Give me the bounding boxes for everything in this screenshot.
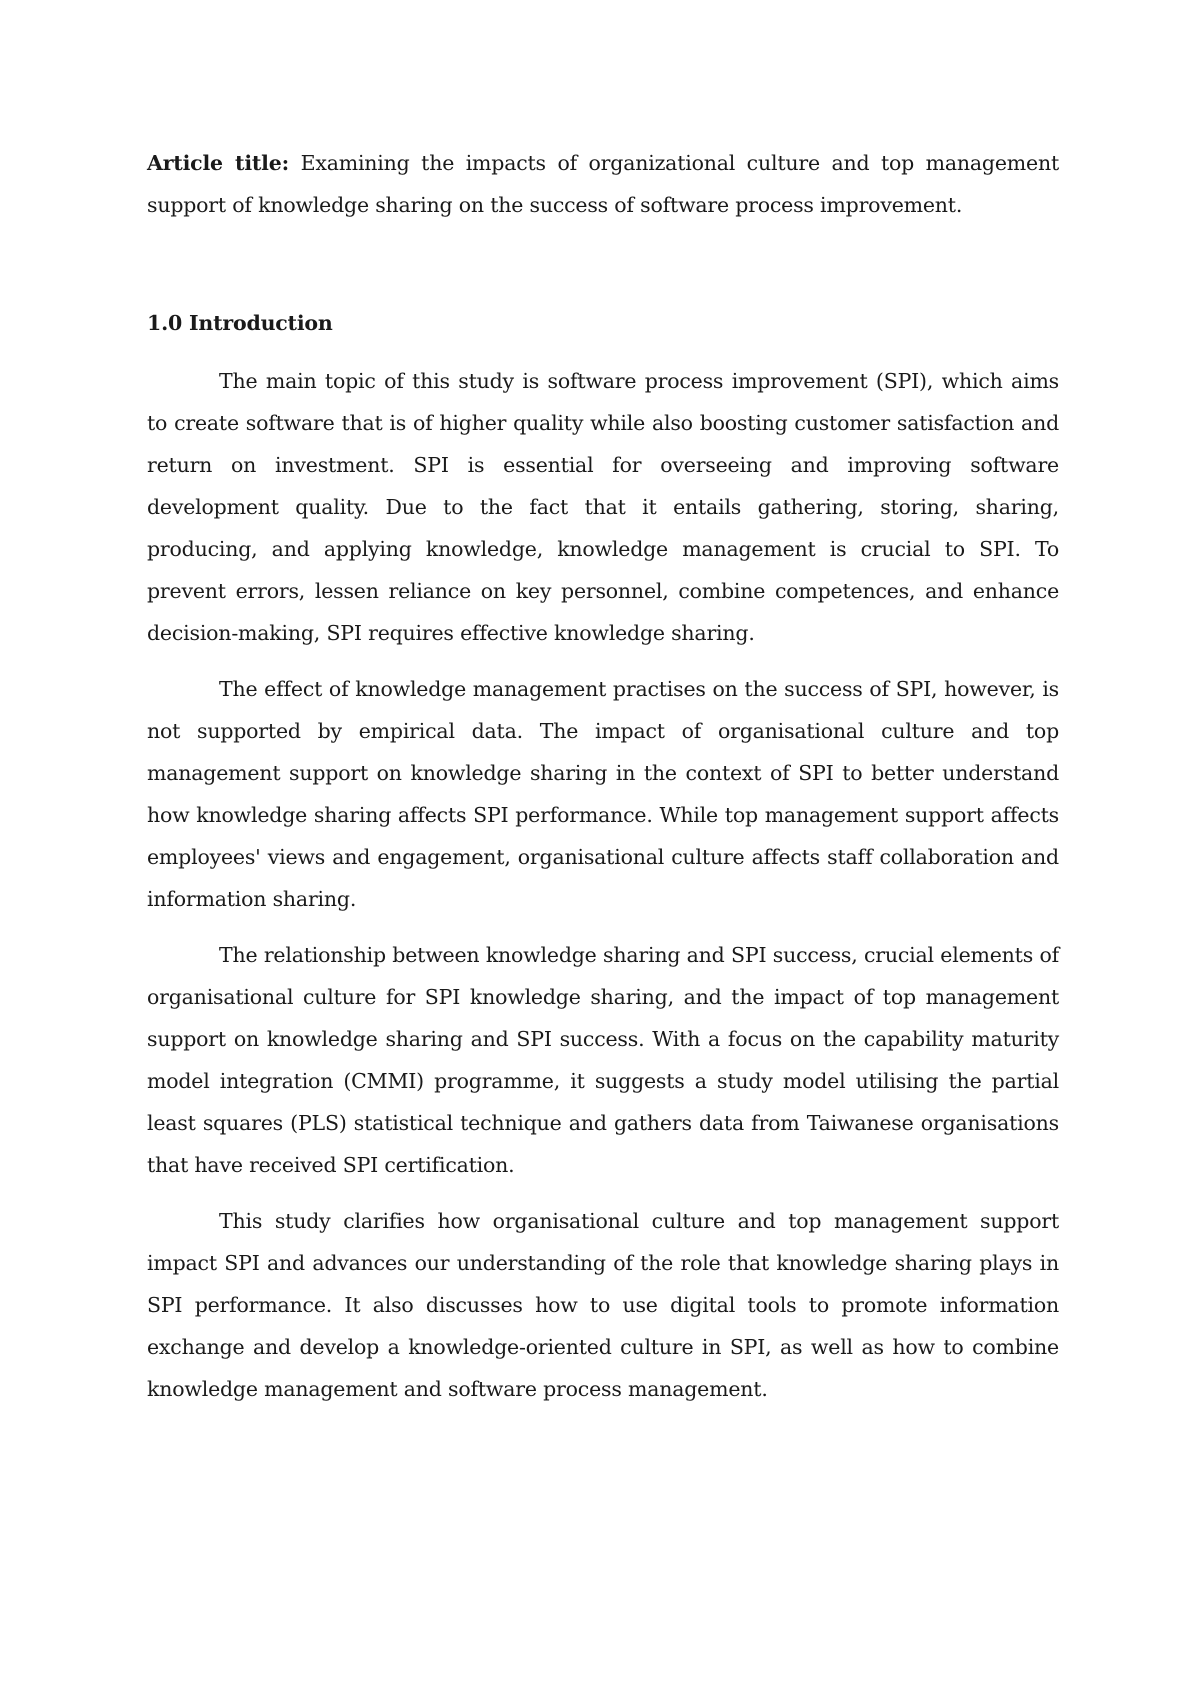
- section-heading: 1.0 Introduction: [147, 311, 333, 335]
- paragraph-2: The effect of knowledge management practises on the success of SPI, however, is not supported by empirical data. The impact of organisational culture and top management support on knowledge sharing in the context of SPI to better understand how knowledge sharing affects SPI performance. While top management support affects employees' views and engagement, organisational culture affects staff collaboration and information sharing.: [147, 677, 1059, 911]
- article-title-text: Examining the impacts of organizational culture and top management support of knowledge sharing on the success of software process improvement.: [147, 151, 1059, 217]
- paragraph-4: This study clarifies how organisational culture and top management support impact SPI and advances our understanding of the role that knowledge sharing plays in SPI performance. It also discusses how to use digital tools to promote information exchange and develop a knowledge-oriented culture in SPI, as well as how to combine knowledge management and software process management.: [147, 1209, 1059, 1401]
- article-title: [147, 142, 1059, 226]
- paragraph-3: The relationship between knowledge sharing and SPI success, crucial elements of organisational culture for SPI knowledge sharing, and the impact of top management support on knowledge sharing and SPI success. With a focus on the capability maturity model integration (CMMI) programme, it suggests a study model utilising the partial least squares (PLS) statistical technique and gathers data from Taiwanese organisations that have received SPI certification.: [147, 943, 1059, 1177]
- article-title-label: Article title:: [147, 151, 289, 175]
- document-body: [147, 142, 1059, 1410]
- paragraph-1: The main topic of this study is software process improvement (SPI), which aims to create software that is of higher quality while also boosting customer satisfaction and return on investment. SPI is essential for overseeing and improving software development quality. Due to the fact that it entails gathering, storing, sharing, producing, and applying knowledge, knowledge management is crucial to SPI. To prevent errors, lessen reliance on key personnel, combine competences, and enhance decision-making, SPI requires effective knowledge sharing.: [147, 369, 1059, 645]
